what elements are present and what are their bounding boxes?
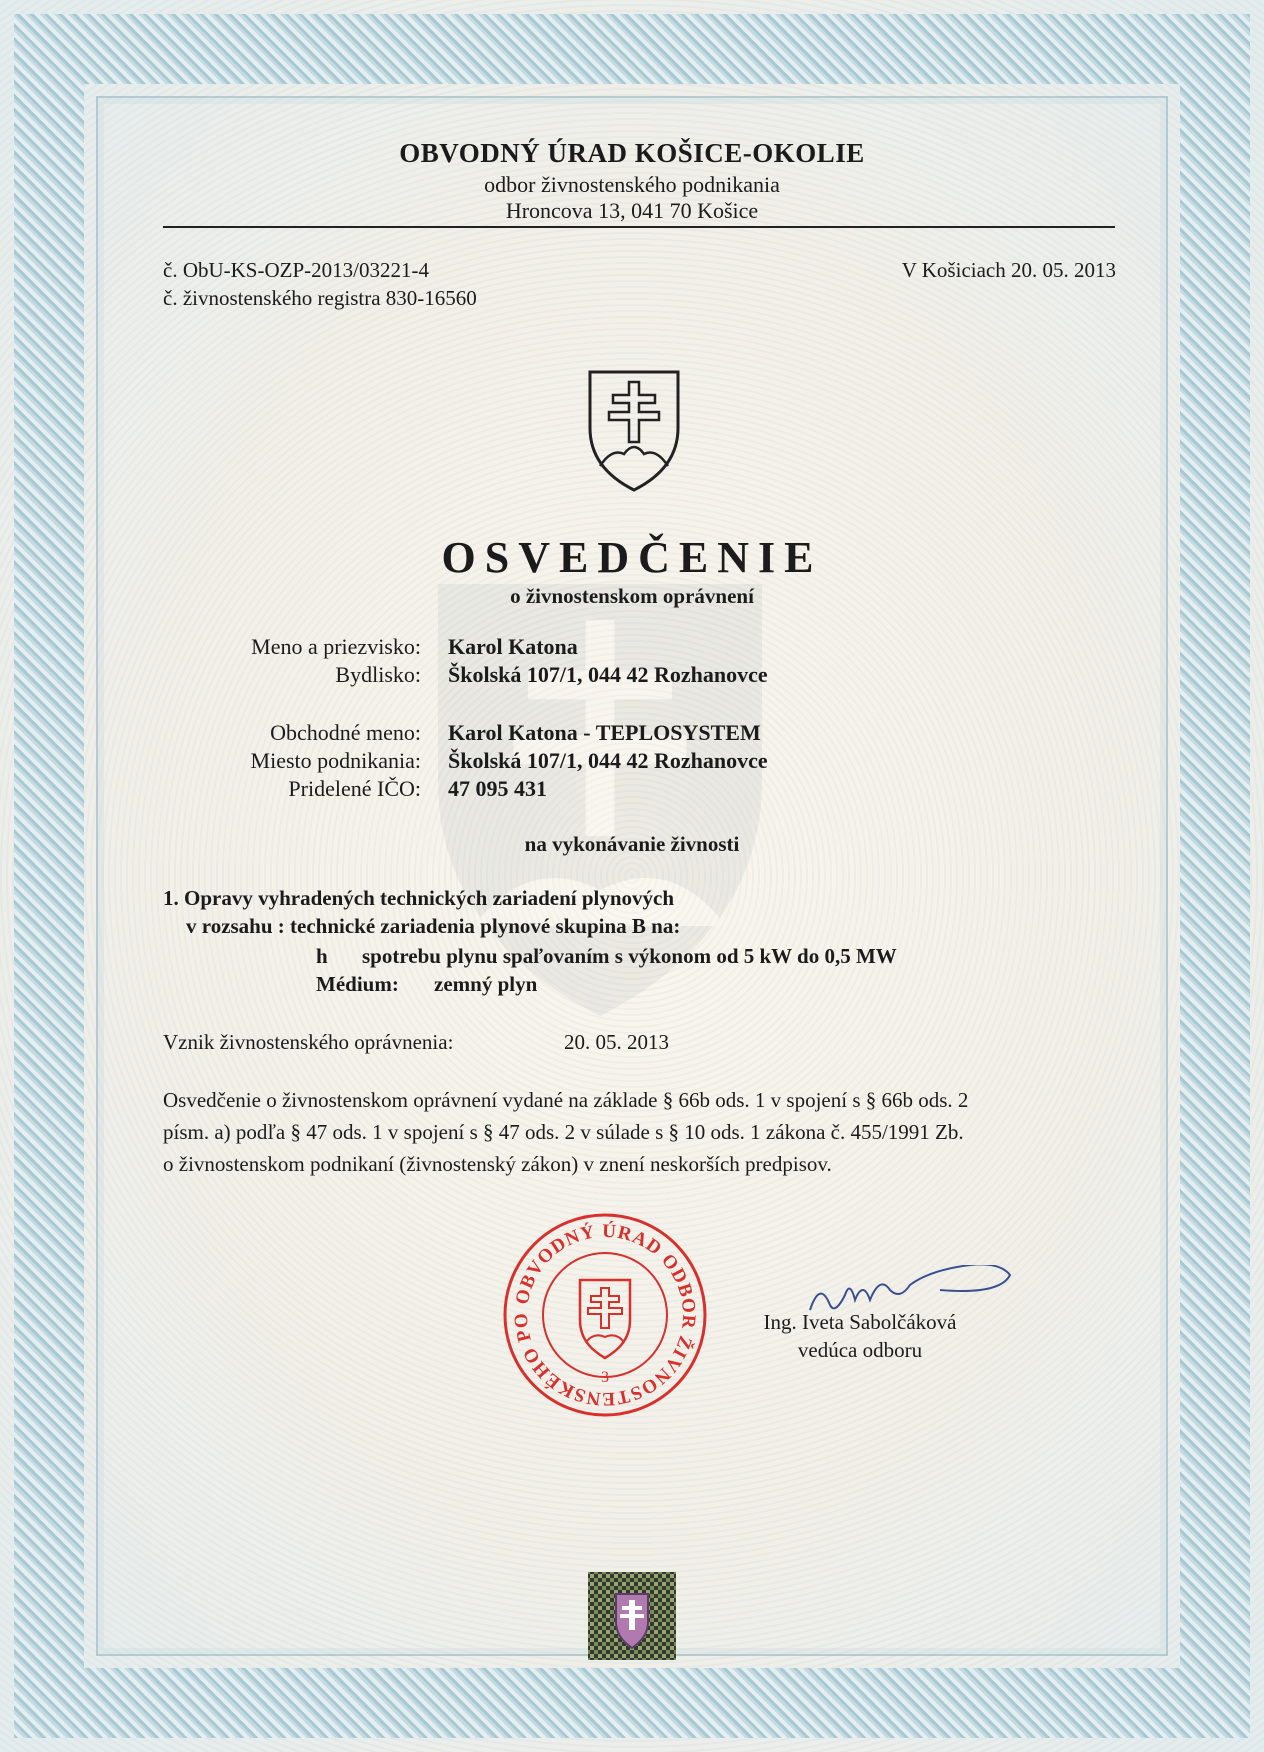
- business-place-value: Školská 107/1, 044 42 Rozhanovce: [448, 748, 768, 773]
- trade-line-3-letter: h: [316, 944, 328, 968]
- stamp-number: 3: [601, 1369, 609, 1386]
- header-divider: [163, 226, 1115, 228]
- legal-text-line-2: písm. a) podľa § 47 ods. 1 v spojení s § 47 ods. 2 v súlade s § 10 ods. 1 zákona č. 455/1991 Zb.: [163, 1120, 964, 1144]
- trade-line-3-text: spotrebu plynu spaľovaním s výkonom od 5 kW do 0,5 MW: [362, 944, 897, 968]
- office-name: OBVODNÝ ÚRAD KOŠICE-OKOLIE: [399, 138, 865, 168]
- stamp-seal-icon: [500, 1210, 710, 1420]
- file-number: č. ObU-KS-OZP-2013/03221-4: [163, 258, 429, 282]
- office-address: Hroncova 13, 041 70 Košice: [505, 198, 759, 223]
- stamp-ring-text: OBVODNÝ ÚRAD ODBOR ŽIVNOSTENSKÉHO PO: [510, 1220, 700, 1410]
- official-stamp: [500, 1210, 710, 1420]
- document-subtitle: o živnostenskom oprávnení: [510, 584, 754, 608]
- business-place-label: Miesto podnikania:: [250, 748, 421, 773]
- medium-value: zemný plyn: [434, 972, 538, 996]
- origin-label: Vznik živnostenského oprávnenia:: [163, 1030, 454, 1054]
- name-label: Meno a priezvisko:: [251, 634, 421, 659]
- ico-label: Pridelené IČO:: [288, 776, 421, 801]
- residence-label: Bydlisko:: [335, 662, 421, 687]
- legal-text-line-3: o živnostenskom podnikaní (živnostenský zákon) v znení neskorších predpisov.: [163, 1152, 832, 1176]
- signatory-role: vedúca odboru: [797, 1338, 923, 1362]
- signatory-name: Ing. Iveta Sabolčáková: [763, 1310, 957, 1334]
- trade-purpose: na vykonávanie živnosti: [524, 832, 740, 856]
- origin-value: 20. 05. 2013: [564, 1030, 669, 1054]
- residence-value: Školská 107/1, 044 42 Rozhanovce: [448, 662, 768, 687]
- registry-number: č. živnostenského registra 830-16560: [163, 286, 477, 310]
- medium-label: Médium:: [316, 972, 399, 996]
- document-title: OSVEDČENIE: [441, 533, 823, 582]
- legal-text-line-1: Osvedčenie o živnostenskom oprávnení vydané na základe § 66b ods. 1 v spojení s § 66b ods. 2: [163, 1088, 969, 1112]
- trade-line-2: v rozsahu : technické zariadenia plynové skupina B na:: [186, 914, 681, 938]
- hologram-seal-icon: [586, 1570, 678, 1662]
- place-date: V Košiciach 20. 05. 2013: [901, 258, 1116, 282]
- department-name: odbor živnostenského podnikania: [484, 172, 780, 197]
- ico-value: 47 095 431: [448, 776, 547, 801]
- trade-line-1: 1. Opravy vyhradených technických zariadení plynových: [163, 886, 675, 910]
- business-name-value: Karol Katona - TEPLOSYSTEM: [448, 720, 761, 745]
- coat-of-arms-icon: [584, 366, 684, 496]
- name-value: Karol Katona: [448, 634, 578, 659]
- business-name-label: Obchodné meno:: [270, 720, 421, 745]
